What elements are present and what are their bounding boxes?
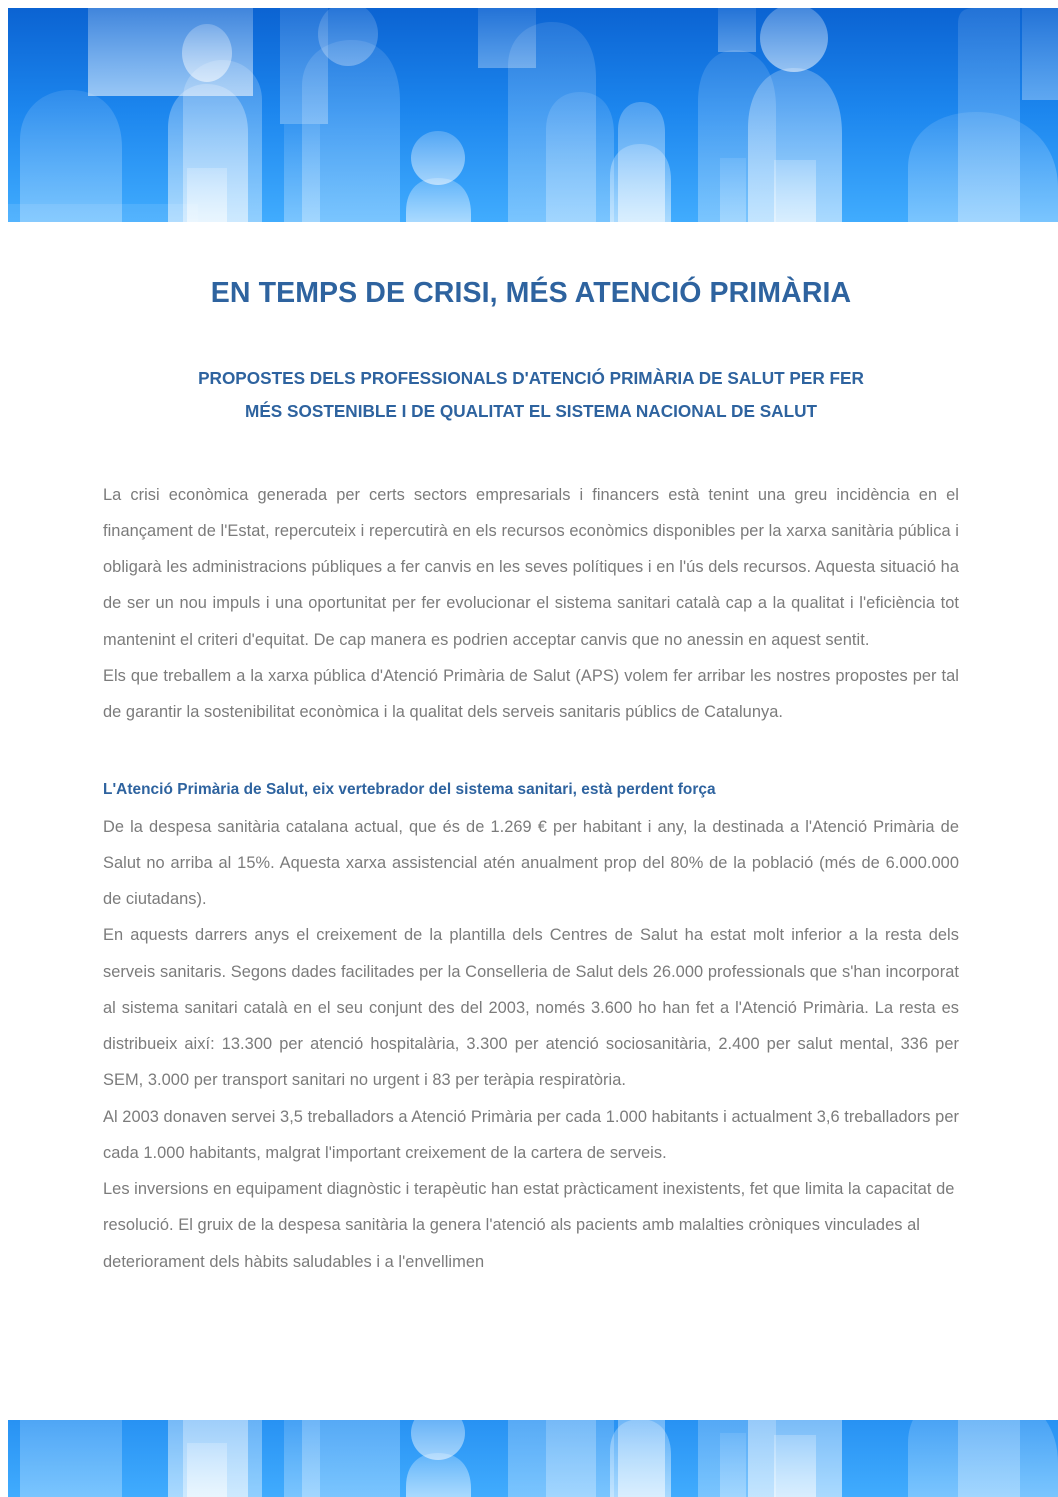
subtitle-line-2: MÉS SOSTENIBLE I DE QUALITAT EL SISTEMA NACIONAL DE SALUT (245, 401, 817, 422)
paragraph-5: Al 2003 donaven servei 3,5 treballadors a Atenció Primària per cada 1.000 habitants i actualment 3,6 treballadors per cada 1.000 habitants, malgrat l'important creixement de la cartera de serveis. (103, 1107, 959, 1162)
paragraph-1: La crisi econòmica generada per certs sectors empresarials i financers està tenint una greu incidència en el finançament de l'Estat, repercuteix i repercutirà en els recursos econòmics disponibles per la xarxa sanitària pública i obligarà les administracions públiques a fer canvis en les seves polítiques i en l'ús dels recursos. Aquesta situació ha de ser un nou impuls i una oportunitat per fer evolucionar el sistema sanitari català cap a la qualitat i l'eficiència tot mantenint el criteri d'equitat. De cap manera es podrien acceptar canvis que no anessin en aquest sentit. (103, 485, 959, 649)
paragraph-6: Les inversions en equipament diagnòstic i terapèutic han estat pràcticament inexistents, fet que limita la capacitat de resolució. El gruix de la despesa sanitària la genera l'atenció als pacients amb malalties cròniques vinculades al deteriorament dels hàbits saludables i a l'envellimen (103, 1180, 955, 1271)
paragraph-4: En aquests darrers anys el creixement de la plantilla dels Centres de Salut ha estat molt inferior a la resta dels serveis sanitaris. Segons dades facilitades per la Conselleria de Salut dels 26.000 professionals que s'han incorporat al sistema sanitari català en el seu conjunt des del 2003, només 3.600 ho han fet a l'Atenció Primària. La resta es distribueix així: 13.300 per atenció hospitalària, 3.300 per atenció sociosanitària, 2.400 per salut mental, 336 per SEM, 3.000 per transport sanitari no urgent i 83 per teràpia respiratòria. (103, 926, 959, 1090)
document-content (103, 246, 959, 1280)
paragraph-2: Els que treballem a la xarxa pública d'Atenció Primària de Salut (APS) volem fer arribar les nostres propostes per tal de garantir la sostenibilitat econòmica i la qualitat dels serveis sanitaris públics de Catalunya. (103, 666, 959, 722)
subtitle-line-1: PROPOSTES DELS PROFESSIONALS D'ATENCIÓ PRIMÀRIA DE SALUT PER FER (198, 367, 864, 388)
header-banner (8, 8, 1058, 222)
body-text (103, 429, 959, 1280)
spacer (103, 730, 959, 772)
paragraph-3: De la despesa sanitària catalana actual, que és de 1.269 € per habitant i any, la destinada a l'Atenció Primària de Salut no arriba al 15%. Aquesta xarxa assistencial atén anualment prop del 80% de la població (més de 6.000.000 de ciutadans). (103, 817, 959, 909)
page-title: EN TEMPS DE CRISI, MÉS ATENCIÓ PRIMÀRIA (210, 277, 852, 309)
people-silhouettes-graphic (8, 8, 1058, 222)
footer-banner (8, 1420, 1058, 1497)
section-heading-1: L'Atenció Primària de Salut, eix vertebrador del sistema sanitari, està perdent força (103, 781, 716, 799)
page-subtitle (103, 312, 959, 429)
people-silhouettes-graphic-footer (8, 1420, 1058, 1497)
